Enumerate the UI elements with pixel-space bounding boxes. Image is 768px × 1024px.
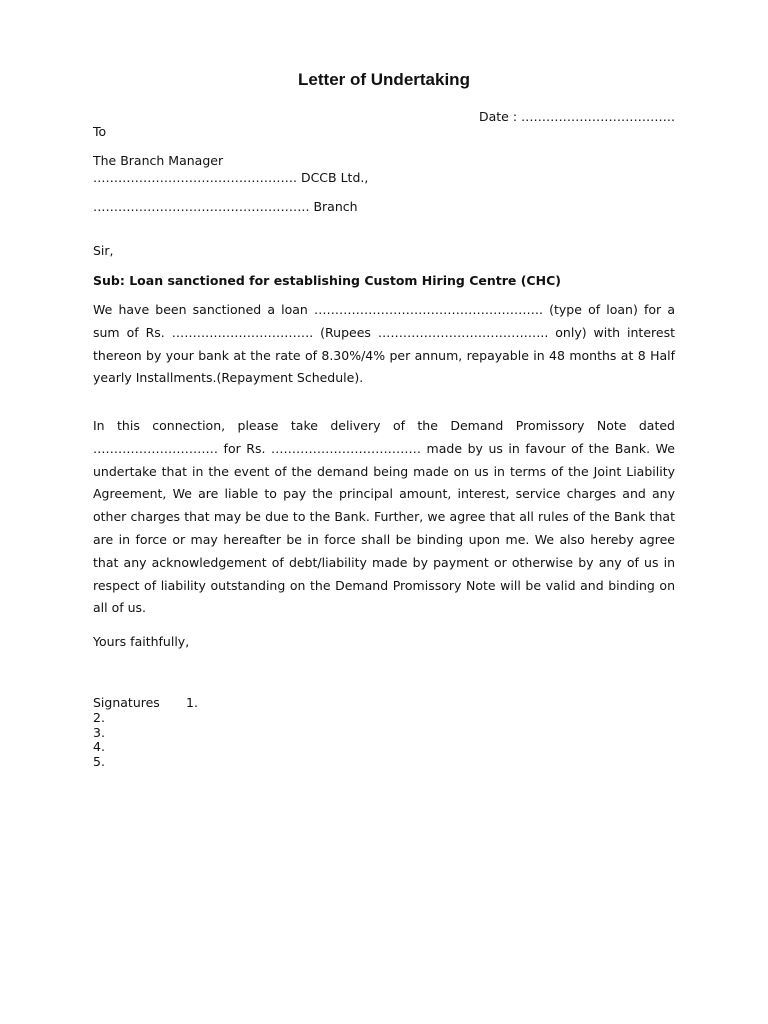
signature-list: [93, 696, 198, 770]
closing: Yours faithfully,: [93, 634, 190, 649]
signature-number: 4.: [93, 739, 105, 755]
paragraph-loan-text: We have been sanctioned a loan ………………………………………………. (type of loan) for a sum of Rs. ……………………………. (Rupees ………………………………….. only) with interest thereon by your bank at the rate of 8.30%/4% per annum, repayable in 48 months at 8 Half yearly Installments.(Repayment Schedule).: [93, 302, 675, 386]
signature-number: 5.: [93, 754, 105, 770]
signature-number: 3.: [93, 724, 105, 740]
paragraph-undertaking: [93, 415, 675, 620]
salutation: Sir,: [93, 243, 114, 258]
signature-row: [93, 696, 198, 711]
dccb-line: …………………………………………. DCCB Ltd.,: [93, 170, 369, 185]
page-title: Letter of Undertaking: [298, 70, 470, 89]
recipient-title: The Branch Manager: [93, 153, 224, 168]
subject-line: Sub: Loan sanctioned for establishing Custom Hiring Centre (CHC): [93, 273, 561, 288]
date-line: Date : ……………………………….: [478, 109, 675, 124]
signature-number: 2.: [93, 709, 105, 725]
signatures-label: Signatures: [93, 695, 160, 710]
signature-number: 1.: [186, 695, 198, 710]
paragraph-loan: [93, 299, 675, 390]
paragraph-undertaking-text: In this connection, please take delivery of the Demand Promissory Note dated ………………………… for Rs. ……………………………… made by us in favour of the Bank. We undertake that in the event of the demand being made on us in terms of the Joint Liability Agreement, We are liable to pay the principal amount, interest, service charges and any other charges that may be due to the Bank. Further, we agree that all rules of the Bank that are in force or may hereafter be in force shall be binding upon me. We also hereby agree that any acknowledgement of debt/liability made by payment or otherwise by any of us in respect of liability outstanding on the Demand Promissory Note will be valid and binding on all of us.: [93, 418, 675, 616]
branch-line: ……………………………………………. Branch: [93, 199, 358, 214]
to-label: To: [93, 124, 107, 139]
